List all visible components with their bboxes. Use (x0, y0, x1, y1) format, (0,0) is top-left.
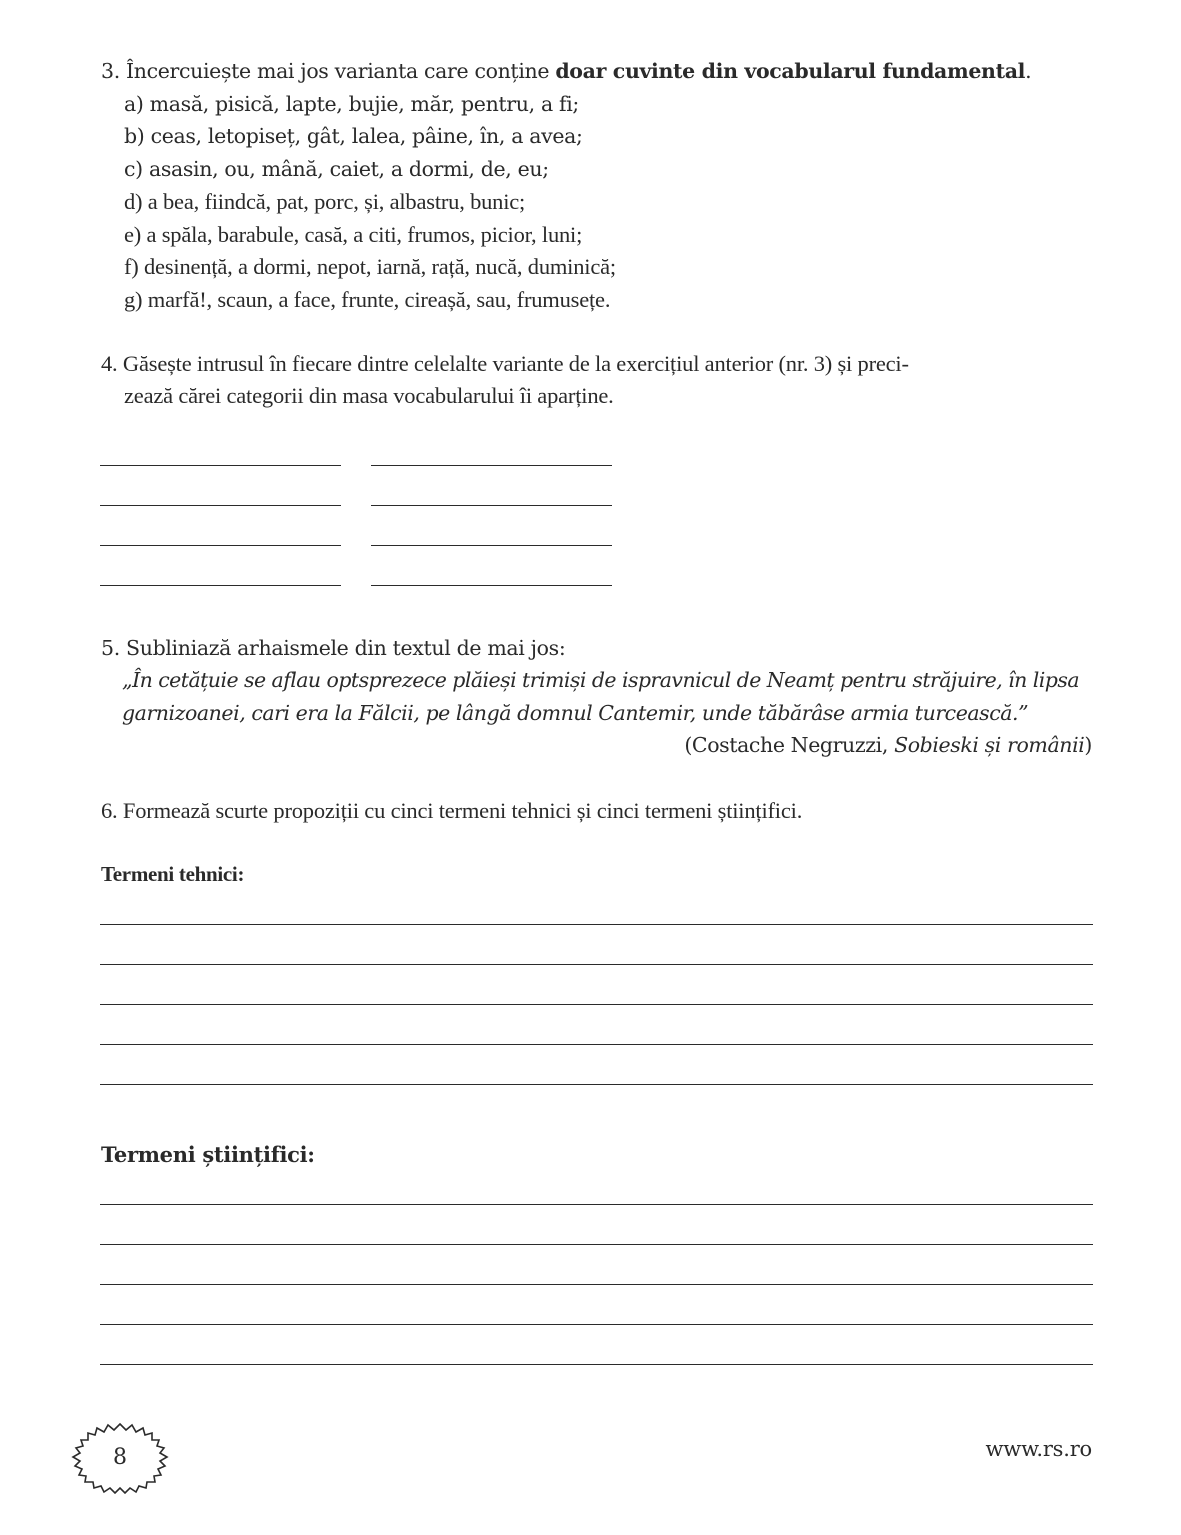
exercise-6-prompt-text: Formează scurte propoziții cu cinci termeni tehnici și cinci termeni științifici. (122, 798, 803, 823)
answer-line[interactable] (100, 505, 341, 506)
exercise-4-prompt (101, 347, 909, 380)
technical-answer-line[interactable] (100, 924, 1093, 925)
option-a[interactable]: a) masă, pisică, lapte, bujie, măr, pentru, a fi; (124, 92, 579, 116)
scientific-answer-line[interactable] (100, 1244, 1093, 1245)
exercise-3-prompt-bold: doar cuvinte din vocabularul fundamental (555, 59, 1026, 83)
exercise-5-prompt (101, 632, 565, 665)
answer-line[interactable] (100, 545, 341, 546)
quote-source (684, 729, 1092, 762)
technical-answer-line[interactable] (100, 1084, 1093, 1085)
exercise-number: 4. (101, 351, 118, 376)
option-f[interactable]: f) desinență, a dormi, nepot, iarnă, rață, nucă, duminică; (124, 254, 616, 279)
answer-line[interactable] (371, 585, 612, 586)
scientific-answer-line[interactable] (100, 1204, 1093, 1205)
option-g[interactable]: g) marfă!, scaun, a face, frunte, cireașă, sau, frumusețe. (124, 287, 611, 312)
quote-line-1[interactable]: „În cetățuie se aflau optsprezece plăieși trimiși de ispravnicul de Neamț pentru străjuire, în lipsa (122, 668, 1080, 692)
option-d[interactable]: d) a bea, fiindcă, pat, porc, și, albastru, bunic; (124, 189, 526, 214)
scientific-answer-line[interactable] (100, 1284, 1093, 1285)
technical-terms-heading: Termeni tehnici: (101, 862, 245, 886)
exercise-number: 6. (101, 798, 118, 823)
technical-answer-line[interactable] (100, 1044, 1093, 1045)
page-number-badge (70, 1422, 170, 1494)
page-number: 8 (113, 1445, 127, 1470)
answer-line[interactable] (100, 465, 341, 466)
website-link[interactable]: www.rs.ro (985, 1437, 1092, 1461)
option-c[interactable]: c) asasin, ou, mână, caiet, a dormi, de, eu; (124, 157, 549, 181)
quote-line-2[interactable]: garnizoanei, cari era la Fălcii, pe lângă domnul Cantemir, unde tăbărâse armia turcească.” (122, 701, 1029, 725)
option-e[interactable]: e) a spăla, barabule, casă, a citi, frumos, picior, luni; (124, 222, 583, 247)
exercise-number: 5. (101, 636, 120, 660)
exercise-5-prompt-text: Subliniază arhaismele din textul de mai jos: (126, 636, 566, 660)
option-b[interactable]: b) ceas, letopiseț, gât, lalea, pâine, în, a avea; (124, 124, 583, 148)
exercise-6-prompt (101, 794, 802, 827)
exercise-3-prompt-end: . (1025, 59, 1032, 83)
scientific-terms-heading: Termeni științifici: (101, 1142, 315, 1167)
exercise-3-prompt (101, 55, 1031, 88)
technical-answer-line[interactable] (100, 1004, 1093, 1005)
source-author: (Costache Negruzzi, (684, 733, 895, 757)
source-title: Sobieski și românii (894, 733, 1085, 757)
answer-line[interactable] (371, 465, 612, 466)
scientific-answer-line[interactable] (100, 1324, 1093, 1325)
answer-line[interactable] (100, 585, 341, 586)
source-close: ) (1084, 733, 1092, 757)
exercise-4-line-2: zează cărei categorii din masa vocabularului îi aparține. (124, 383, 614, 408)
exercise-4-line-1: Găsește intrusul în fiecare dintre celelalte variante de la exercițiul anterior (nr. 3) și preci- (122, 351, 909, 376)
answer-line[interactable] (371, 505, 612, 506)
technical-answer-line[interactable] (100, 964, 1093, 965)
scientific-answer-line[interactable] (100, 1364, 1093, 1365)
exercise-3-prompt-text: Încercuiește mai jos varianta care conține (126, 59, 556, 83)
answer-line[interactable] (371, 545, 612, 546)
exercise-number: 3. (101, 59, 120, 83)
